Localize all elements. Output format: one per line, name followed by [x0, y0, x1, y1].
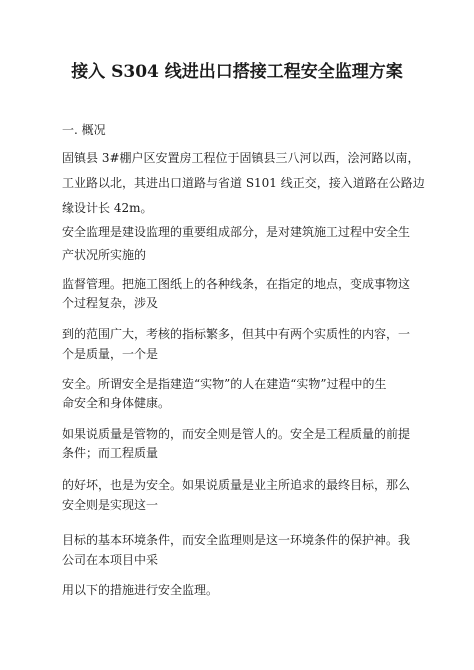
paragraph-line: 用以下的措施进行安全监理。 [62, 583, 219, 597]
paragraph-line: 个是质量，一个是 [62, 347, 159, 361]
paragraph-line: 固镇县 3#棚户区安置房工程位于固镇县三八河以西，浍河路以南， [62, 151, 420, 165]
paragraph-line: 产状况所实施的 [62, 248, 147, 262]
paragraph-line: 个过程复杂，涉及 [62, 296, 159, 310]
paragraph-line: 公司在本项目中采 [62, 553, 159, 567]
paragraph-line: 条件；而工程质量 [62, 446, 159, 460]
paragraph-line: 目标的基本环境条件，而安全监理则是这一环境条件的保护神。我 [62, 533, 411, 547]
paragraph-line: 到的范围广大，考核的指标繁多，但其中有两个实质性的内容，一 [62, 327, 411, 341]
paragraph-line: 缘设计长 42m。 [62, 201, 153, 215]
document-title: 接入 S304 线进出口搭接工程安全监理方案 [71, 62, 403, 82]
section-heading: 一. 概况 [62, 123, 106, 137]
paragraph-line: 的好坏，也是为安全。如果说质量是业主所追求的最终目标，那么 [62, 478, 411, 492]
paragraph-line: 安全监理是建设监理的重要组成部分，是对建筑施工过程中安全生 [62, 225, 411, 239]
paragraph-line: 安全。所谓安全是指建造“实物”的人在建造“实物”过程中的生 [62, 377, 387, 391]
paragraph-line: 命安全和身体健康。 [62, 396, 171, 410]
paragraph-line: 安全则是实现这一 [62, 498, 159, 512]
paragraph-line: 如果说质量是管物的，而安全则是管人的。安全是工程质量的前提 [62, 427, 411, 441]
paragraph-line: 监督管理。把施工图纸上的各种线条，在指定的地点，变成事物这 [62, 277, 411, 291]
paragraph-line: 工业路以北，其进出口道路与省道 S101 线正交，接入道路在公路边 [62, 176, 425, 190]
